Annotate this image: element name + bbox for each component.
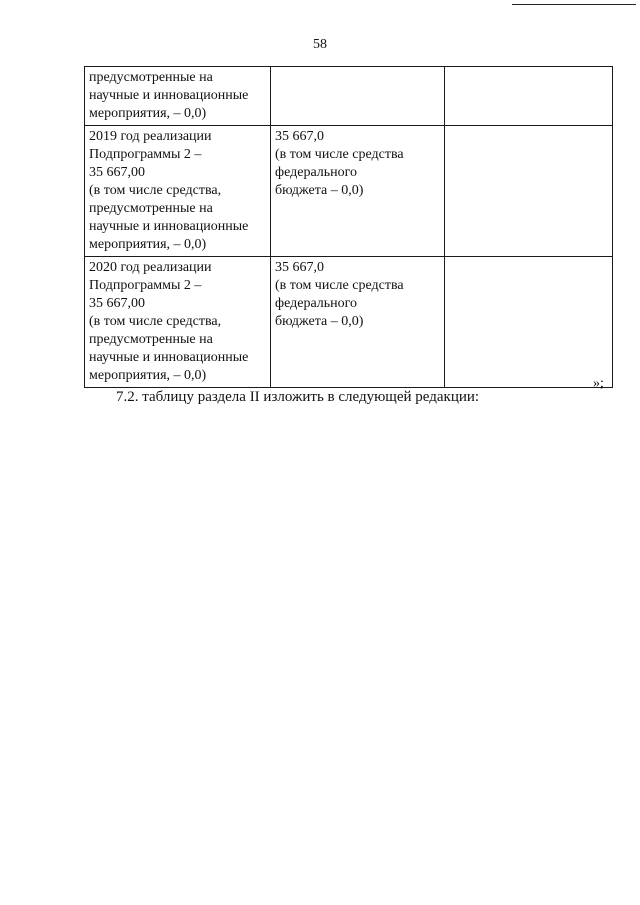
table-cell-period: 2019 год реализации Подпрограммы 2 – 35 667,00 (в том числе средства, предусмотренные на научные и инновационные мероприятия, – 0,0) bbox=[85, 126, 271, 257]
table-cell-empty bbox=[445, 126, 613, 257]
top-edge-mark bbox=[512, 4, 636, 5]
table-cell-empty bbox=[445, 257, 613, 388]
table-cell-empty bbox=[445, 67, 613, 126]
table-row bbox=[85, 126, 613, 257]
table-row bbox=[85, 257, 613, 388]
closing-quote-mark: »; bbox=[593, 376, 604, 391]
table-row bbox=[85, 67, 613, 126]
table-cell-period: 2020 год реализации Подпрограммы 2 – 35 667,00 (в том числе средства, предусмотренные на научные и инновационные мероприятия, – 0,0) bbox=[85, 257, 271, 388]
table-cell-amount bbox=[271, 67, 445, 126]
table-cell-amount: 35 667,0 (в том числе средства федерального бюджета – 0,0) bbox=[271, 257, 445, 388]
table-cell-amount: 35 667,0 (в том числе средства федерального бюджета – 0,0) bbox=[271, 126, 445, 257]
table-cell-period: предусмотренные на научные и инновационные мероприятия, – 0,0) bbox=[85, 67, 271, 126]
funding-table bbox=[84, 66, 613, 388]
amendment-paragraph: 7.2. таблицу раздела II изложить в следующей редакции: bbox=[116, 389, 480, 405]
page-number: 58 bbox=[313, 37, 327, 52]
